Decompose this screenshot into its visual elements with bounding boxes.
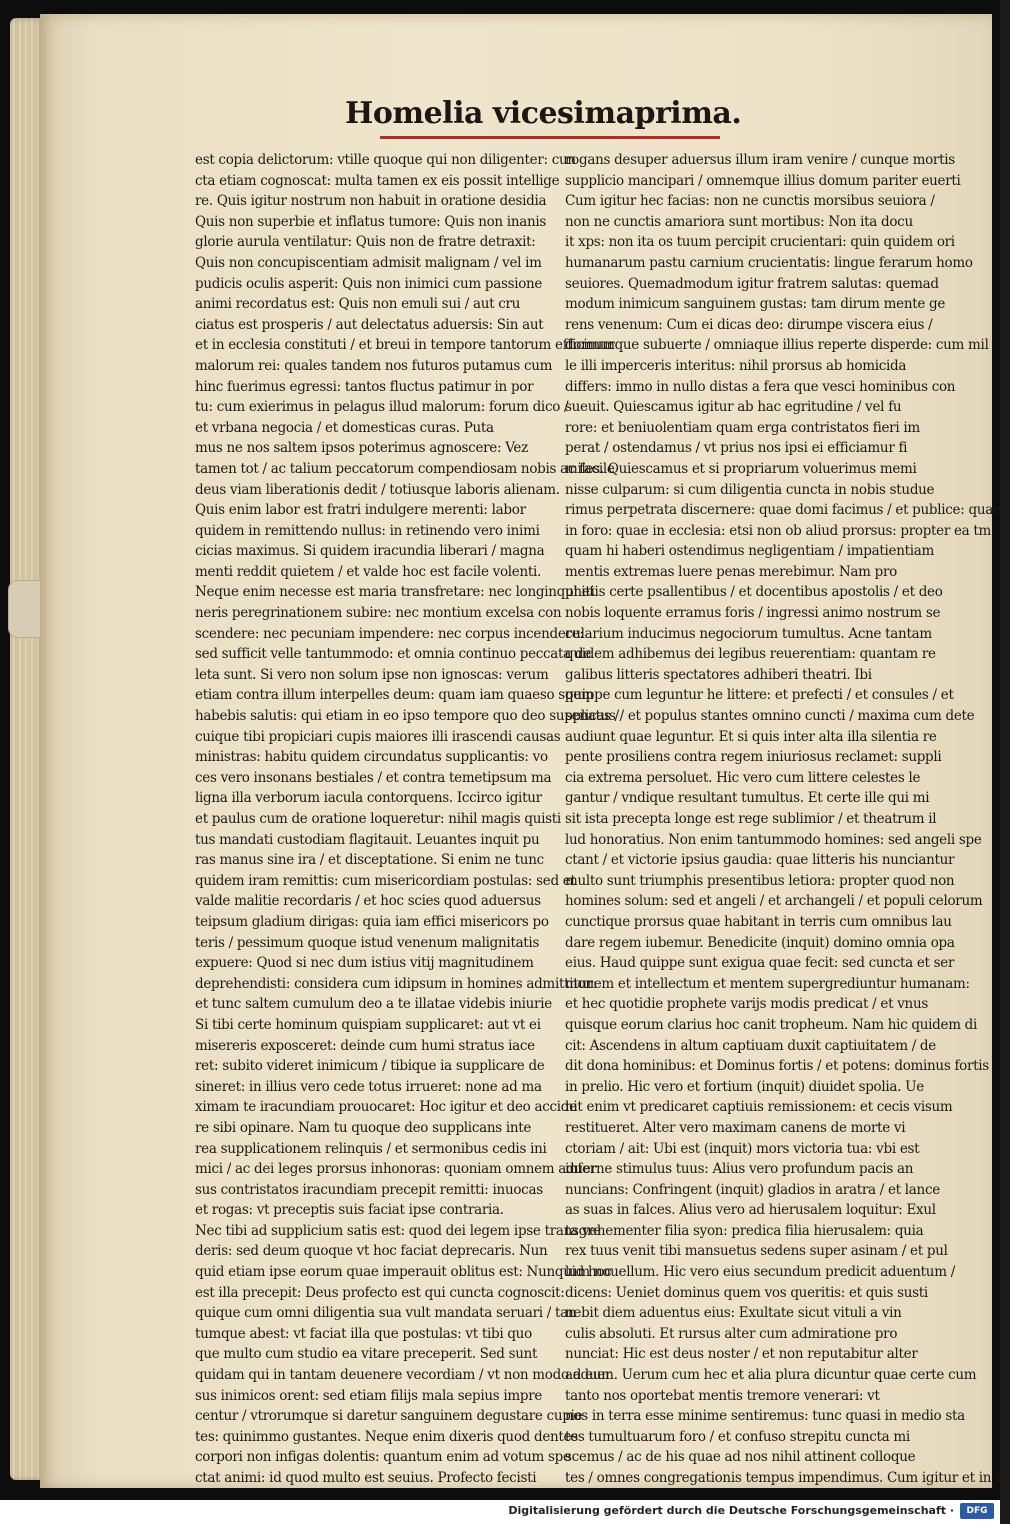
text-line: cit: Ascendens in altum captiuam duxit captiuitatem / de: [565, 1037, 936, 1054]
text-line: Quis enim labor est fratri indulgere merenti: labor: [195, 502, 526, 519]
text-line: ctant / et victorie ipsius gaudia: quae litteris his nunciantur: [565, 852, 955, 869]
text-line: ta vehementer filia syon: predica filia hierusalem: quia: [565, 1222, 924, 1239]
text-line: cularium inducimus negociorum tumultus. Acne tantam: [565, 625, 932, 642]
text-line: teris / pessimum quoque istud venenum malignitatis: [195, 934, 540, 951]
text-line: deus viam liberationis dedit / totiusque laboris alienam.: [195, 481, 560, 498]
left-text-column: [195, 150, 619, 1486]
book-page-edges: [10, 18, 44, 1480]
text-line: inferne stimulus tuus: Alius vero profundum pacis an: [565, 1161, 914, 1178]
text-line: cia extrema persoluet. Hic vero cum littere celestes le: [565, 769, 921, 786]
text-line: phetis certe psallentibus / et docentibus apostolis / et deo: [565, 584, 943, 601]
text-line: re. Quis igitur nostrum non habuit in oratione desidia: [195, 193, 547, 210]
text-line: domumque subuerte / omniaque illius reperte disperde: cum mil: [565, 337, 989, 354]
text-line: humanarum pastu carnium crucientatis: lingue ferarum homo: [565, 254, 973, 271]
text-line: leta sunt. Si vero non solum ipse non ignoscas: verum: [195, 666, 549, 683]
text-line: et hec quotidie prophete varijs modis predicat / et vnus: [565, 996, 928, 1013]
text-line: it xps: non ita os tuum percipit crucientari: quin quidem ori: [565, 234, 955, 251]
text-line: et tunc saltem cumulum deo a te illatae videbis iniurie: [195, 996, 552, 1013]
text-line: mus ne nos saltem ipsos poterimus agnoscere: Vez: [195, 440, 528, 457]
text-line: tes: quinimmo gustantes. Neque enim dixeris quod dentes: [195, 1428, 578, 1445]
text-line: teipsum gladium dirigas: quia iam effici misericors po: [195, 913, 549, 930]
text-line: rex tuus venit tibi mansuetus sedens super asinam / et pul: [565, 1243, 948, 1260]
text-line: quidem iram remittis: cum misericordiam postulas: sed et: [195, 872, 576, 889]
text-line: in foro: quae in ecclesia: etsi non ob aliud prorsus: propter ea tm: [565, 522, 992, 539]
text-line: ad eum. Uerum cum hec et alia plura dicuntur quae certe cum: [565, 1367, 977, 1384]
text-line: hinc fuerimus egressi: tantos fluctus patimur in por: [195, 378, 534, 395]
text-line: multo sunt triumphis presentibus letiora: propter quod non: [565, 872, 955, 889]
text-line: dit dona hominibus: et Dominus fortis / et potens: dominus fortis: [565, 1058, 989, 1075]
text-line: ctat animi: id quod multo est seuius. Profecto fecisti: [195, 1470, 537, 1486]
text-line: ctoriam / ait: Ubi est (inquit) mors victoria tua: vbi est: [565, 1140, 920, 1157]
text-line: quippe cum leguntur he littere: et prefecti / et consules / et: [565, 687, 954, 704]
text-line: mentis extremas luere penas merebimur. Nam pro: [565, 563, 897, 580]
text-line: dare regem iubemur. Benedicite (inquit) domino omnia opa: [565, 934, 955, 951]
text-line: lum nouellum. Hic vero eius secundum predicit aduentum /: [565, 1264, 955, 1281]
text-line: ximam te iracundiam prouocaret: Hoc igitur et deo accide: [195, 1099, 577, 1116]
text-line: tu: cum exierimus in pelagus illud malorum: forum dico /: [195, 399, 569, 416]
text-line: tes / omnes congregationis tempus impendimus. Cum igitur et in ex: [565, 1470, 1010, 1486]
text-line: cicias maximus. Si quidem iracundia liberari / magna: [195, 543, 545, 560]
text-line: quidem in remittendo nullus: in retinendo vero inimi: [195, 522, 540, 539]
text-line: scemus / ac de his quae ad nos nihil attinent colloque: [565, 1449, 916, 1466]
text-line: animi recordatus est: Quis non emuli sui / aut cru: [195, 296, 521, 313]
text-line: gantur / vndique resultant tumultus. Et certe ille qui mi: [565, 790, 930, 807]
text-line: ret: subito videret inimicum / tibique ia supplicare de: [195, 1058, 545, 1075]
text-line: perat / ostendamus / vt prius nos ipsi ei efficiamur fi: [565, 440, 908, 457]
text-line: audiunt quae leguntur. Et si quis inter alta illa silentia re: [565, 728, 937, 745]
text-line: malorum rei: quales tandem nos futuros putamus cum: [195, 357, 553, 374]
text-line: nobis loquente erramus foris / ingressi animo nostrum se: [565, 605, 941, 622]
text-line: senatus / et populus stantes omnino cuncti / maxima cum dete: [565, 708, 975, 725]
text-line: ciatus est prosperis / aut delectatus aduersis: Sin aut: [195, 316, 544, 333]
text-line: valde malitie recordaris / et hoc scies quod aduersus: [195, 893, 541, 910]
text-line: tes tumultuarum foro / et confuso strepitu cuncta mi: [565, 1428, 910, 1445]
text-line: differs: immo in nullo distas a fera que vesci hominibus con: [565, 378, 956, 395]
text-line: supplicio mancipari / omnemque illius domum pariter euerti: [565, 172, 961, 189]
text-line: rens venenum: Cum ei dicas deo: dirumpe viscera eius /: [565, 316, 933, 333]
text-line: ras manus sine ira / et disceptatione. Si enim ne tunc: [195, 852, 544, 869]
text-line: galibus litteris spectatores adhiberi theatri. Ibi: [565, 666, 872, 683]
text-line: tus mandati custodiam flagitauit. Leuantes inquit pu: [195, 831, 540, 848]
text-line: sit ista precepta longe est rege sublimior / et theatrum il: [565, 811, 937, 827]
text-line: rea supplicationem relinquis / et sermonibus cedis ini: [195, 1140, 547, 1157]
text-line: menti reddit quietem / et valde hoc est facile volenti.: [195, 563, 542, 580]
text-line: et rogas: vt preceptis suis faciat ipse contraria.: [195, 1202, 504, 1219]
text-line: cta etiam cognoscat: multa tamen ex eis possit intellige: [195, 172, 560, 189]
text-line: rimus perpetrata discernere: quae domi facimus / et publice: quae: [565, 502, 1001, 519]
text-line: nunciat: Hic est deus noster / et non reputabitur alter: [565, 1346, 918, 1363]
text-line: etiam contra illum interpelles deum: quam iam quaeso spem: [195, 687, 594, 704]
text-line: nos in terra esse minime sentiremus: tunc quasi in medio sta: [565, 1408, 965, 1425]
text-line: quisque eorum clarius hoc canit tropheum. Nam hic quidem di: [565, 1016, 978, 1033]
text-line: est copia delictorum: vtille quoque qui non diligenter: cun: [195, 152, 576, 168]
text-line: nebit diem aduentus eius: Exultate sicut vituli a vin: [565, 1305, 902, 1322]
text-line: rore: et beniuolentiam quam erga contristatos fieri im: [565, 419, 920, 436]
text-line: nisse culparum: si cum diligentia cuncta in nobis studue: [565, 481, 935, 498]
text-line: lud honoratius. Non enim tantummodo homines: sed angeli spe: [565, 831, 982, 848]
text-line: sus contristatos iracundiam precepit remitti: inuocas: [195, 1181, 543, 1198]
footer-bar: [0, 1500, 1000, 1524]
text-line: monem et intellectum et mentem supergrediuntur humanam:: [565, 975, 970, 992]
text-line: Cum igitur hec facias: non ne cunctis morsibus seuiora /: [565, 193, 935, 210]
right-text-column: [565, 150, 1010, 1486]
text-line: cunctique prorsus quae habitant in terris cum omnibus lau: [565, 913, 952, 930]
text-line: et paulus cum de oratione loqueretur: nihil magis quisti: [195, 811, 561, 827]
text-line: est illa precepit: Deus profecto est qui cuncta cognoscit:: [195, 1284, 565, 1301]
text-line: Neque enim necesse est maria transfretare: nec longinqui iti: [195, 584, 595, 601]
text-line: quam hi haberi ostendimus negligentiam / impatientiam: [565, 543, 934, 560]
text-line: le illi imperceris interitus: nihil prorsus ab homicida: [565, 357, 907, 374]
text-line: miles. Quiescamus et si propriarum voluerimus memi: [565, 460, 917, 477]
text-line: re sibi opinare. Nam tu quoque deo supplicans inte: [195, 1119, 532, 1136]
text-line: et in ecclesia constituti / et breui in tempore tantorum efficimur: [195, 337, 615, 354]
text-line: quidam qui in tantam deuenere vecordiam / vt non modo aduer: [195, 1367, 612, 1384]
text-line: nuncians: Confringent (inquit) gladios in aratra / et lance: [565, 1181, 940, 1198]
text-line: quid etiam ipse eorum quae imperauit oblitus est: Nunquid hoc: [195, 1264, 612, 1281]
text-line: que multo cum studio ea vitare preceperit. Sed sunt: [195, 1346, 538, 1363]
text-line: tanto nos oportebat mentis tremore venerari: vt: [565, 1387, 880, 1404]
text-line: centur / vtrorumque si daretur sanguinem degustare cupie: [195, 1408, 583, 1425]
text-line: quidem adhibemus dei legibus reuerentiam: quantam re: [565, 646, 936, 663]
text-line: nit enim vt predicaret captiuis remissionem: et cecis visum: [565, 1099, 953, 1116]
dfg-logo: DFG: [960, 1503, 994, 1519]
text-line: deris: sed deum quoque vt hoc faciat deprecaris. Nun: [195, 1243, 548, 1260]
text-line: misereris exposceret: deinde cum humi stratus iace: [195, 1037, 535, 1054]
text-line: glorie aurula ventilatur: Quis non de fratre detraxit:: [195, 234, 536, 251]
text-line: Quis non concupiscentiam admisit malignam / vel im: [195, 254, 542, 271]
text-line: quique cum omni diligentia sua vult mandata seruari / tan: [195, 1305, 577, 1322]
text-line: mici / ac dei leges prorsus inhonoras: quoniam omnem aduer: [195, 1161, 597, 1178]
rubric-underline: [380, 136, 720, 139]
text-line: sineret: in illius vero cede totus irrueret: none ad ma: [195, 1078, 542, 1095]
text-line: Si tibi certe hominum quispiam supplicaret: aut vt ei: [195, 1016, 541, 1033]
text-line: homines solum: sed et angeli / et archangeli / et populi celorum: [565, 893, 983, 910]
text-line: culis absoluti. Et rursus alter cum admiratione pro: [565, 1325, 898, 1342]
text-line: deprehendisti: considera cum idipsum in homines admittitur:: [195, 975, 598, 992]
text-line: Nec tibi ad supplicium satis est: quod dei legem ipse transgre: [195, 1222, 601, 1239]
text-line: sed sufficit velle tantummodo: et omnia continuo peccata de: [195, 646, 591, 663]
text-line: ministras: habitu quidem circundatus supplicantis: vo: [195, 749, 548, 766]
text-line: pente prosiliens contra regem iniuriosus reclamet: suppli: [565, 749, 942, 766]
text-line: ligna illa verborum iacula contorquens. Iccirco igitur: [195, 790, 542, 807]
text-line: ces vero insonans bestiales / et contra temetipsum ma: [195, 769, 552, 786]
text-line: non ne cunctis amariora sunt mortibus: Non ita docu: [565, 213, 913, 230]
text-line: tumque abest: vt faciat illa que postulas: vt tibi quo: [195, 1325, 532, 1342]
text-line: et vrbana negocia / et domesticas curas. Puta: [195, 419, 494, 436]
footer-credit: Digitalisierung gefördert durch die Deutsche Forschungsgemeinschaft ·: [508, 1504, 954, 1517]
text-line: corpori non infigas dolentis: quantum enim ad votum spe: [195, 1449, 571, 1466]
text-line: eius. Haud quippe sunt exigua quae fecit: sed cuncta et ser: [565, 955, 955, 972]
text-line: habebis salutis: qui etiam in eo ipso tempore quo deo supplicas /: [195, 708, 619, 725]
page-heading: Homelia vicesimaprima.: [345, 96, 742, 131]
text-line: sus inimicos orent: sed etiam filijs mala sepius impre: [195, 1387, 543, 1404]
text-line: modum inimicum sanguinem gustas: tam dirum mente ge: [565, 296, 946, 313]
text-line: Quis non superbie et inflatus tumore: Quis non inanis: [195, 213, 547, 230]
text-line: restitueret. Alter vero maximam canens de morte vi: [565, 1119, 906, 1136]
text-line: as suas in falces. Alius vero ad hierusalem loquitur: Exul: [565, 1202, 936, 1219]
show-through-text: [160, 92, 310, 132]
text-line: neris peregrinationem subire: nec montium excelsa con: [195, 605, 562, 622]
text-line: rogans desuper aduersus illum iram venire / cunque mortis: [565, 152, 955, 168]
text-line: sueuit. Quiescamus igitur ab hac egritudine / vel fu: [565, 399, 902, 416]
text-line: dicens: Ueniet dominus quem vos queritis: et quis susti: [565, 1284, 928, 1301]
text-line: scendere: nec pecuniam impendere: nec corpus incendere:: [195, 625, 584, 642]
text-line: tamen tot / ac talium peccatorum compendiosam nobis ac facile: [195, 460, 615, 477]
text-line: cuique tibi propiciari cupis maiores illi irascendi causas: [195, 728, 561, 745]
text-line: expuere: Quod si nec dum istius vitij magnitudinem: [195, 955, 534, 972]
text-line: in prelio. Hic vero et fortium (inquit) diuidet spolia. Ue: [565, 1078, 924, 1095]
text-line: seuiores. Quemadmodum igitur fratrem salutas: quemad: [565, 275, 939, 292]
text-line: pudicis oculis asperit: Quis non inimici cum passione: [195, 275, 543, 292]
